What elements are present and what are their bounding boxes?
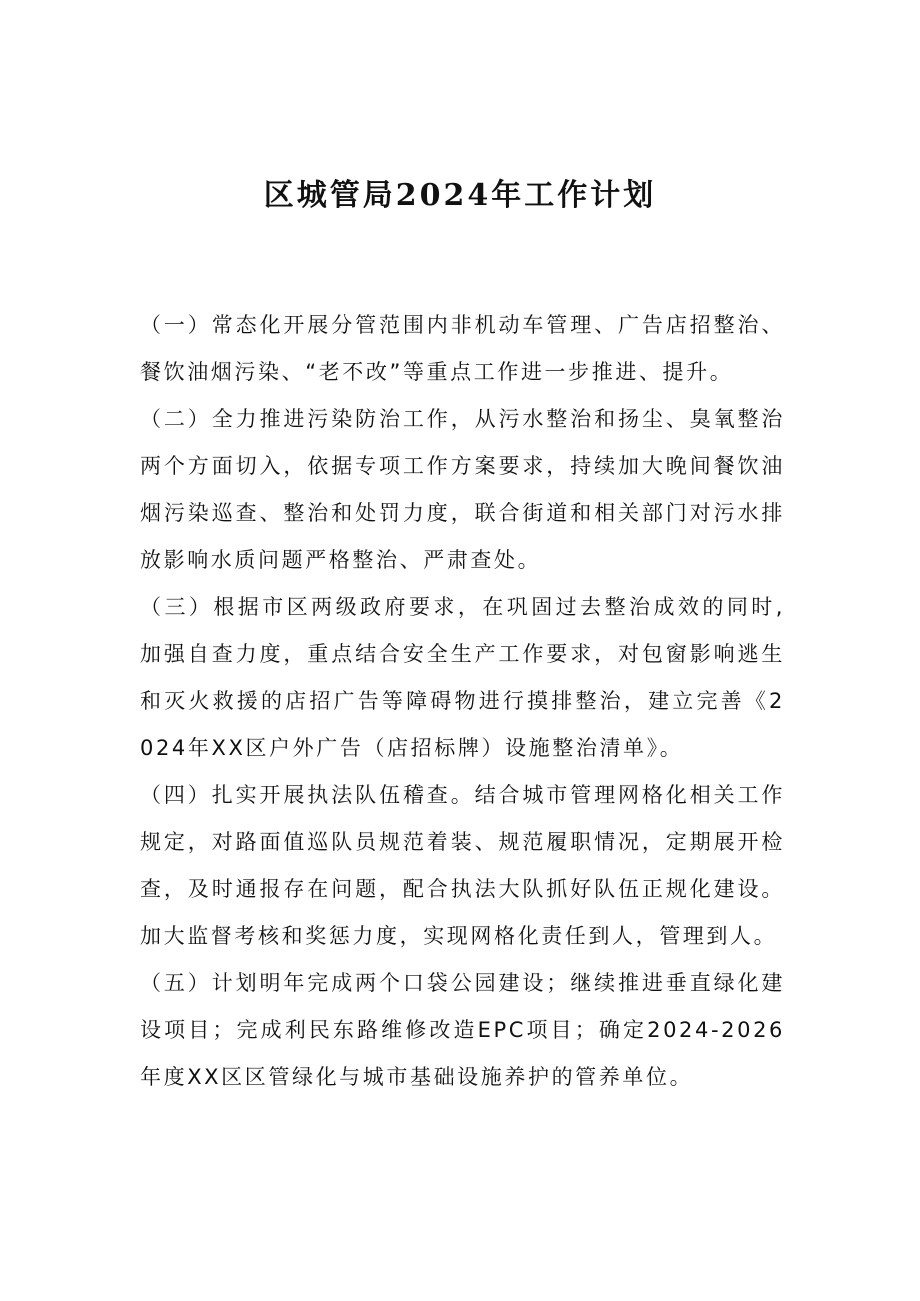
paragraph-5: （五）计划明年完成两个口袋公园建设；继续推进垂直绿化建设项目；完成利民东路维修改造EPC项目；确定2024-2026年度XX区区管绿化与城市基础设施养护的管养单位。	[140, 971, 785, 1089]
document-body	[140, 302, 785, 1101]
paragraph-1: （一）常态化开展分管范围内非机动车管理、广告店招整治、餐饮油烟污染、“老不改”等重点工作进一步推进、提升。	[140, 313, 785, 384]
paragraph-3: （三）根据市区两级政府要求，在巩固过去整治成效的同时,加强自查力度，重点结合安全生产工作要求，对包窗影响逃生和灭火救援的店招广告等障碍物进行摸排整治，建立完善《2024年XX区户外广告（店招标牌）设施整治清单》。	[140, 595, 785, 760]
paragraph-4: （四）扎实开展执法队伍稽查。结合城市管理网格化相关工作规定，对路面值巡队员规范着装、规范履职情况，定期展开检查，及时通报存在问题，配合执法大队抓好队伍正规化建设。加大监督考核和奖惩力度，实现网格化责任到人，管理到人。	[140, 783, 785, 948]
document-title: 区城管局2024年工作计划	[263, 178, 657, 213]
paragraph-2: （二）全力推进污染防治工作，从污水整治和扬尘、臭氧整治两个方面切入，依据专项工作方案要求，持续加大晚间餐饮油烟污染巡查、整治和处罚力度，联合街道和相关部门对污水排放影响水质问题严格整治、严肃查处。	[140, 407, 785, 572]
